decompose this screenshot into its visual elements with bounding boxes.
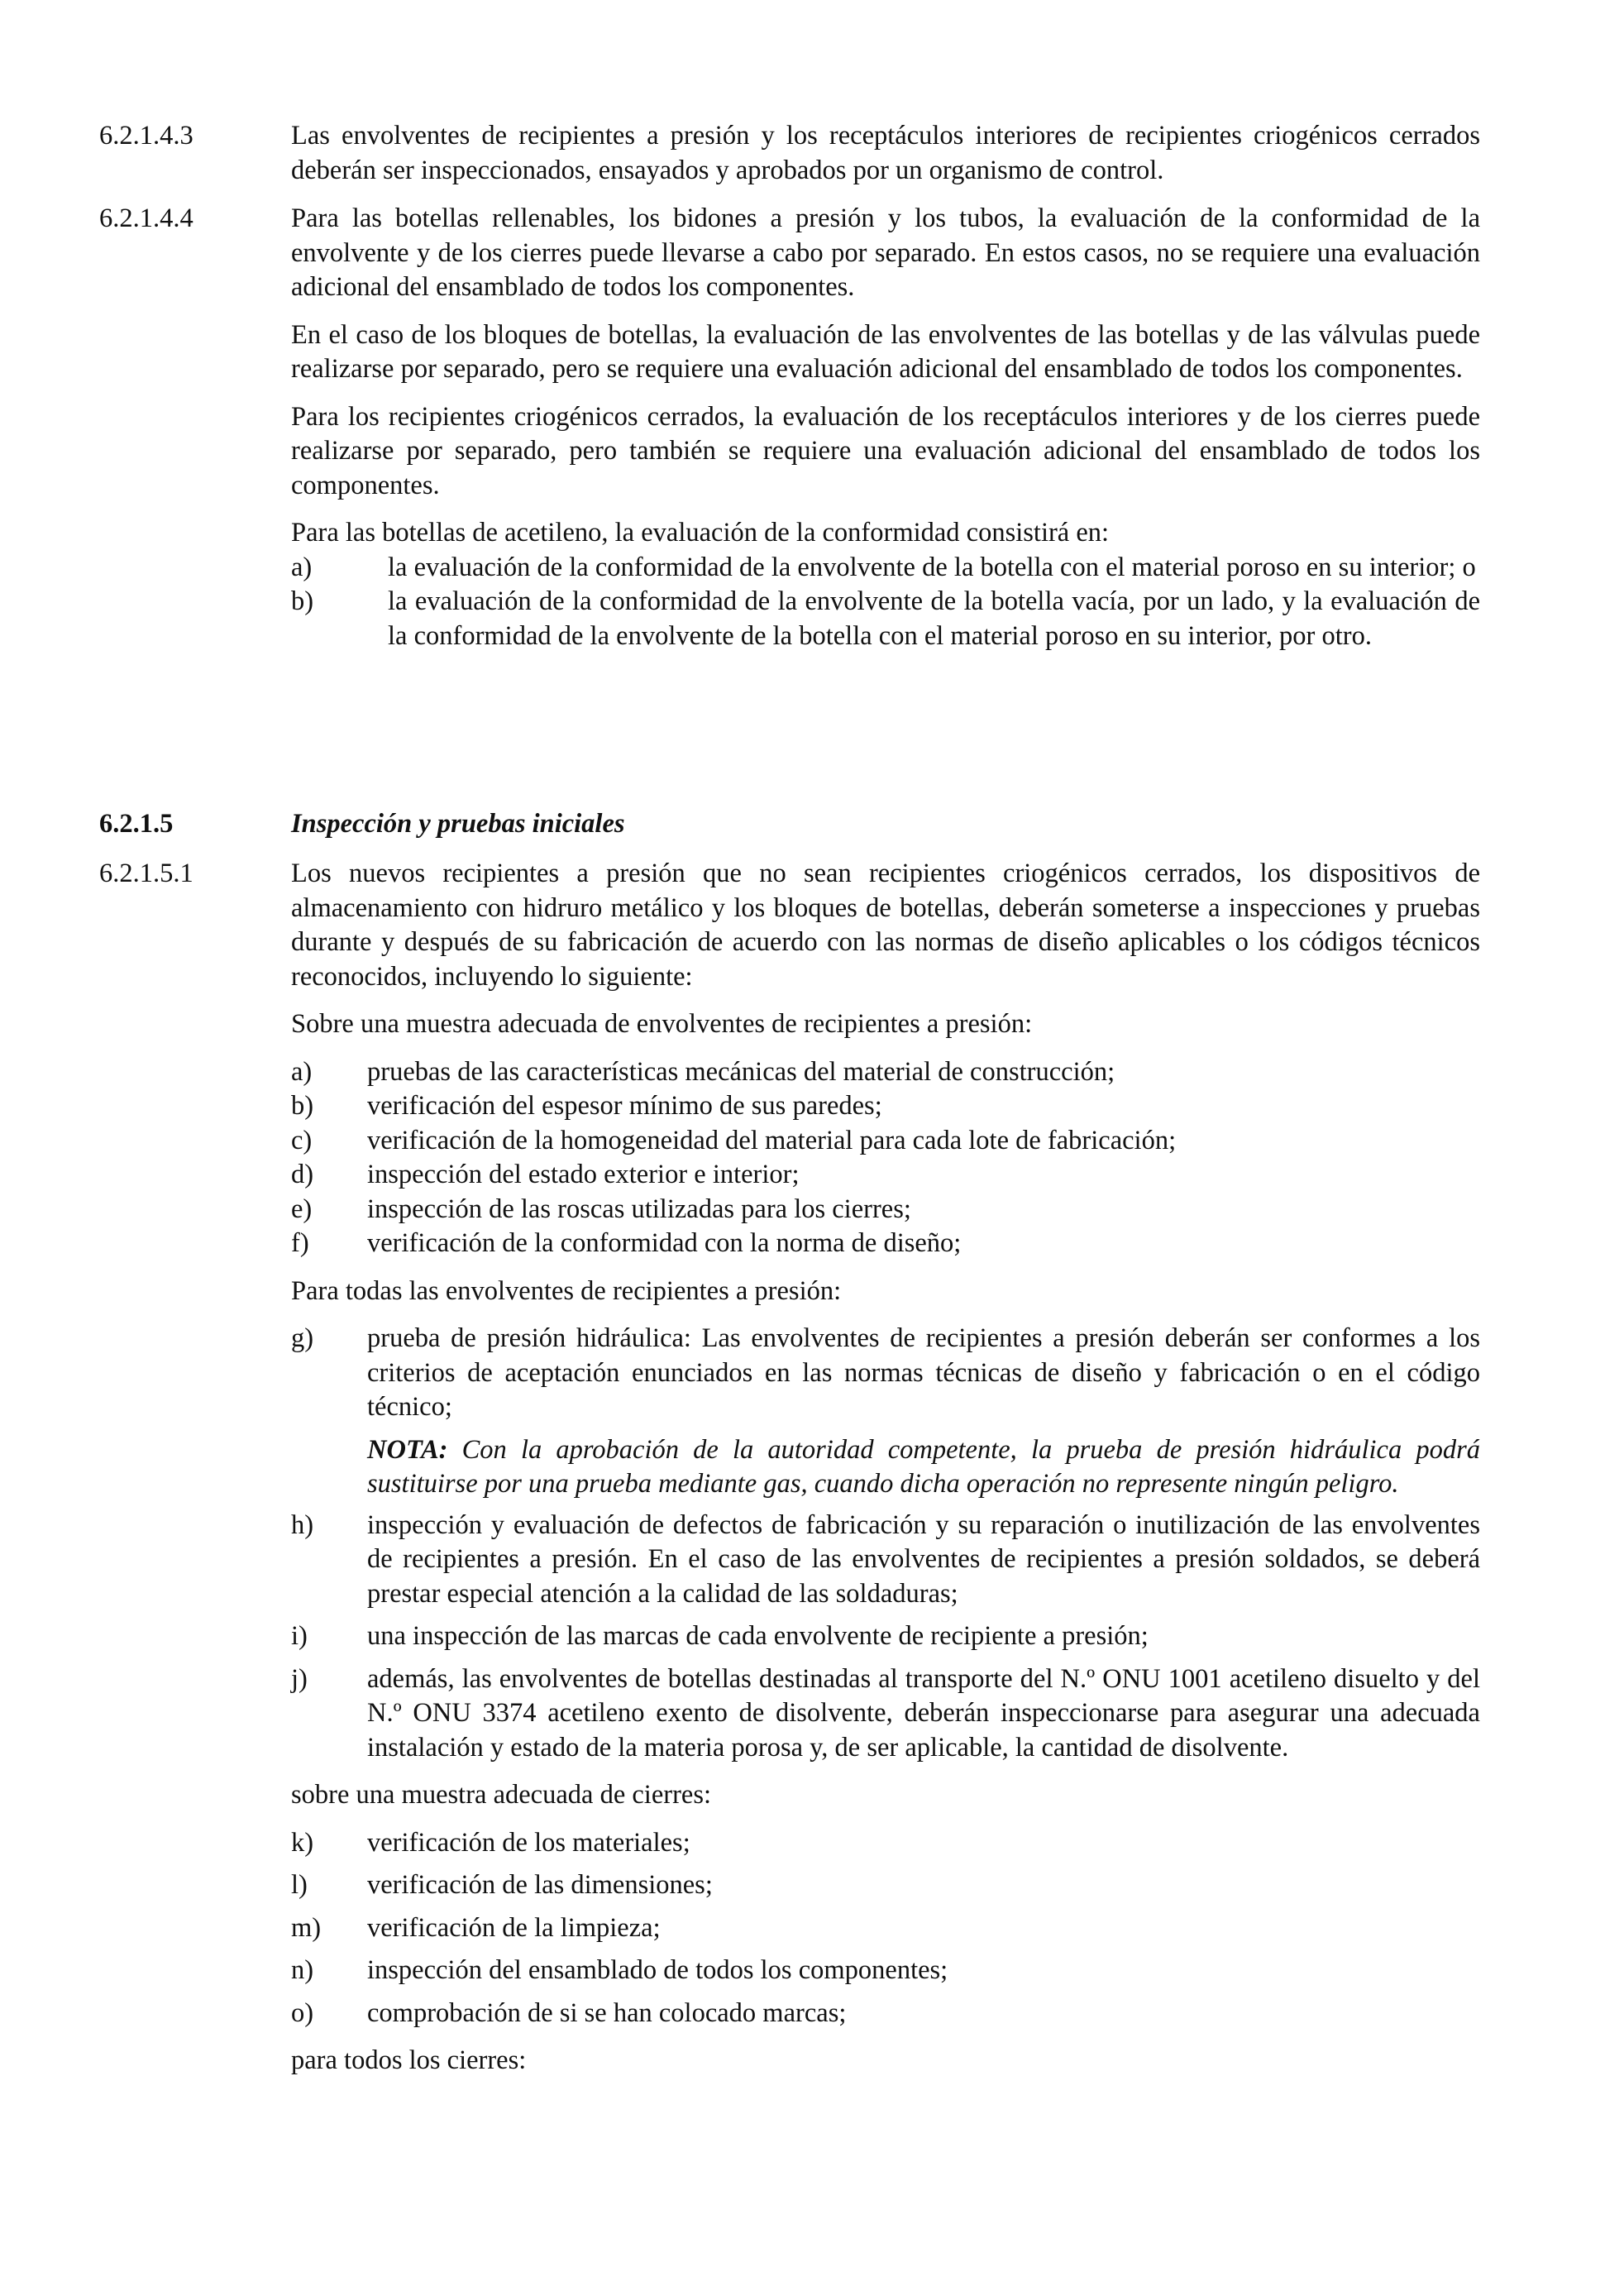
list-label: n) [291, 1955, 314, 1985]
list-text: una inspección de las marcas de cada envolvente de recipiente a presión; [367, 1621, 1149, 1651]
list-label: j) [291, 1663, 308, 1694]
list-item [291, 1089, 1480, 1124]
list-text: verificación de la homogeneidad del material para cada lote de fabricación; [367, 1125, 1177, 1155]
list-label: k) [291, 1827, 314, 1858]
list-text: la evaluación de la conformidad de la envolvente de la botella con el material poroso en su interior; o [388, 552, 1476, 582]
paragraph: Para las botellas rellenables, los bidones a presión y los tubos, la evaluación de la conformidad de la envolvente y de los cierres puede llevarse a cabo por separado. En estos casos, no se requiere una evaluación adicional del ensamblado de todos los componentes. [291, 203, 1480, 302]
section-6-2-1-5-1 [99, 857, 1480, 2078]
list-item [291, 551, 1480, 586]
list-label: b) [291, 1091, 314, 1121]
list-item [291, 1124, 1480, 1159]
list-item [291, 585, 1480, 653]
list-text: pruebas de las características mecánicas del material de construcción; [367, 1056, 1115, 1087]
list-item [291, 1227, 1480, 1261]
paragraph: sobre una muestra adecuada de cierres: [291, 1780, 712, 1810]
list-text: inspección del estado exterior e interior; [367, 1160, 800, 1189]
acetylene-list [291, 551, 1480, 654]
list-label: b) [291, 586, 314, 616]
section-number: 6.2.1.4.3 [99, 121, 193, 151]
list-text: inspección del ensamblado de todos los componentes; [367, 1955, 948, 1985]
list-text: verificación de la limpieza; [367, 1912, 661, 1943]
list-text: inspección y evaluación de defectos de fabricación y su reparación o inutilización de las envolventes de recipientes a presión. En el caso de las envolventes de recipientes a presión soldados, se deberá prestar especial atención a la calidad de las soldaduras; [367, 1509, 1480, 1609]
paragraph: Sobre una muestra adecuada de envolventes de recipientes a presión: [291, 1009, 1033, 1039]
list-label: a) [291, 552, 313, 582]
list-item [291, 1826, 1480, 1861]
list-item [291, 1868, 1480, 1903]
list-item [291, 1662, 1480, 1766]
list-label: o) [291, 1997, 314, 2028]
list-item [291, 1322, 1480, 1509]
paragraph: Para todas las envolventes de recipientes a presión: [291, 1275, 842, 1306]
note [367, 1433, 1480, 1502]
list-text: además, las envolventes de botellas destinadas al transporte del N.º ONU 1001 acetileno disuelto y del N.º ONU 3374 acetileno exento de disolvente, deberán inspeccionarse para asegurar una adecuada instalación y estado de la materia porosa y, de ser aplicable, la cantidad de disolvente. [367, 1663, 1480, 1763]
list-item [291, 1954, 1480, 1988]
section-number: 6.2.1.4.4 [99, 203, 193, 233]
paragraph: Para los recipientes criogénicos cerrados, la evaluación de los receptáculos interiores y de los cierres puede realizarse por separado, pero también se requiere una evaluación adicional del ensamblado de todos los componentes. [291, 401, 1480, 500]
note-prefix: NOTA: [367, 1434, 448, 1465]
list-text: verificación de las dimensiones; [367, 1870, 713, 1900]
list-label: g) [291, 1323, 314, 1353]
list-text: inspección de las roscas utilizadas para los cierres; [367, 1193, 911, 1224]
section-number: 6.2.1.5.1 [99, 859, 193, 888]
paragraph: Los nuevos recipientes a presión que no sean recipientes criogénicos cerrados, los dispositivos de almacenamiento con hidruro metálico y los bloques de botellas, deberán someterse a inspecciones y pruebas durante y después de su fabricación de acuerdo con las normas de diseño aplicables o los códigos técnicos reconocidos, incluyendo lo siguiente: [291, 859, 1480, 992]
list-item [291, 1911, 1480, 1946]
paragraph: Para las botellas de acetileno, la evaluación de la conformidad consistirá en: [291, 518, 1110, 548]
shell-sample-list [291, 1055, 1480, 1261]
list-item [291, 1158, 1480, 1193]
list-label: c) [291, 1125, 313, 1155]
closures-sample-list [291, 1826, 1480, 2031]
list-label: e) [291, 1193, 313, 1224]
list-text: prueba de presión hidráulica: Las envolventes de recipientes a presión deberán ser conformes a los criterios de aceptación enunciados en las normas técnicas de diseño y fabricación o en el código técnico; [367, 1323, 1480, 1422]
list-text: la evaluación de la conformidad de la envolvente de la botella vacía, por un lado, y la evaluación de la conformidad de la envolvente de la botella con el material poroso en su interior, por otro. [388, 586, 1480, 651]
list-item [291, 1509, 1480, 1612]
note-text: Con la aprobación de la autoridad competente, la prueba de presión hidráulica podrá sustituirse por una prueba mediante gas, cuando dicha operación no represente ningún peligro. [367, 1434, 1480, 1499]
list-item [291, 1619, 1480, 1654]
list-item-body [367, 1322, 1480, 1509]
section-6-2-1-5 [99, 807, 1480, 842]
section-6-2-1-4-4 [99, 202, 1480, 667]
paragraph: Las envolventes de recipientes a presión y los receptáculos interiores de recipientes criogénicos cerrados deberán ser inspeccionados, ensayados y aprobados por un organismo de control. [291, 121, 1480, 185]
list-label: l) [291, 1870, 308, 1900]
list-label: f) [291, 1228, 309, 1258]
section-number: 6.2.1.5 [99, 809, 174, 839]
list-text: comprobación de si se han colocado marcas; [367, 1997, 847, 2028]
list-label: h) [291, 1509, 314, 1540]
list-label: i) [291, 1621, 308, 1651]
section-title: Inspección y pruebas iniciales [291, 809, 625, 839]
list-text: verificación de la conformidad con la norma de diseño; [367, 1228, 962, 1258]
list-label: a) [291, 1056, 313, 1087]
list-label: m) [291, 1912, 322, 1943]
paragraph: para todos los cierres: [291, 2045, 527, 2075]
list-item [291, 1193, 1480, 1227]
list-text: verificación del espesor mínimo de sus paredes; [367, 1091, 882, 1121]
list-item [291, 1055, 1480, 1090]
list-item [291, 1997, 1480, 2031]
list-text: verificación de los materiales; [367, 1827, 690, 1858]
paragraph: En el caso de los bloques de botellas, la evaluación de las envolventes de las botellas y de las válvulas puede realizarse por separado, pero se requiere una evaluación adicional del ensamblado de todos los componentes. [291, 319, 1480, 384]
list-label: d) [291, 1160, 314, 1189]
section-6-2-1-4-3 [99, 119, 1480, 188]
all-shells-list [291, 1322, 1480, 1765]
